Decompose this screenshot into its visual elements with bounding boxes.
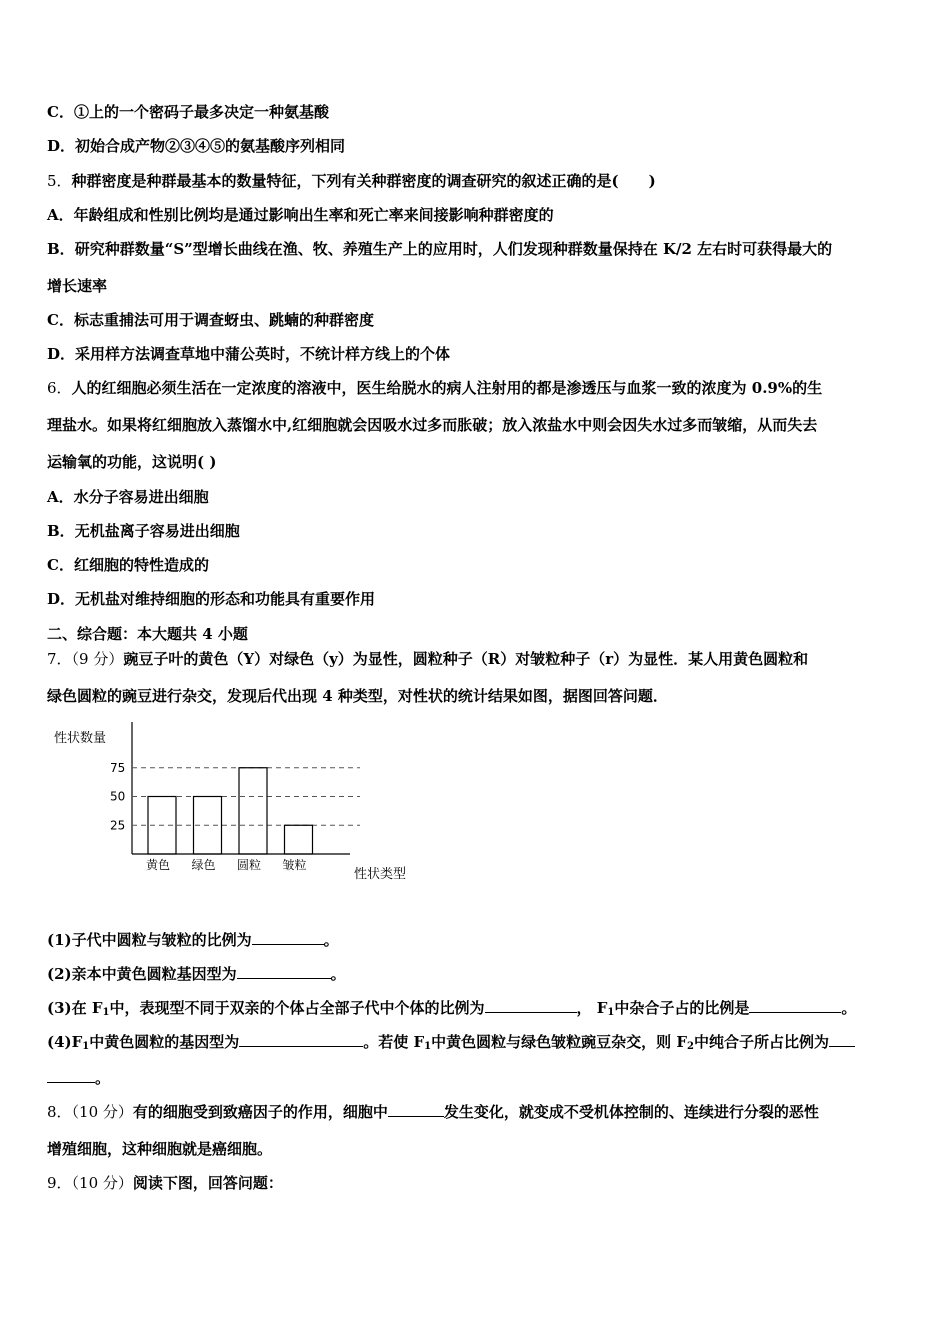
x-axis-label: 性状类型 <box>354 867 407 882</box>
y-tick-label: 75 <box>110 760 126 775</box>
q5-stem: 5．种群密度是种群最基本的数量特征，下列有关种群密度的调查研究的叙述正确的是( ) <box>47 172 656 190</box>
x-tick-label: 绿色 <box>191 858 216 872</box>
y-tick-label: 50 <box>110 789 126 804</box>
q5-option-c: C．标志重捕法可用于调查蚜虫、跳蝻的种群密度 <box>47 311 374 329</box>
q7-stem-2: 绿色圆粒的豌豆进行杂交，发现后代出现 4 种类型，对性状的统计结果如图，据图回答问题． <box>47 687 668 705</box>
q6-stem-3: 运输氧的功能，这说明( ) <box>47 453 217 471</box>
q5-option-b: B．研究种群数量“S”型增长曲线在渔、牧、养殖生产上的应用时，人们发现种群数量保持在 K/2 左右时可获得最大的 <box>47 240 833 258</box>
y-axis-label: 性状数量 <box>54 731 107 746</box>
q6-stem-1: 6．人的红细胞必须生活在一定浓度的溶液中，医生给脱水的病人注射用的都是渗透压与血浆一致的浓度为 0.9%的生 <box>47 379 823 397</box>
q7-sub4: $(4)F_1$中黄色圆粒的基因型为 。若使 $F_1$中黄色圆粒与绿色皱粒豌豆杂交，则 $F_2$中纯合子所占比例为 <box>47 1032 855 1057</box>
q7-stem-1: 7．（9 分）豌豆子叶的黄色（Y）对绿色（y）为显性，圆粒种子（R）对皱粒种子（r）为显性．某人用黄色圆粒和 <box>47 650 809 668</box>
q7-sub1: (1)子代中圆粒与皱粒的比例为 。 <box>47 931 339 949</box>
q7-sub4-cont: 。 <box>47 1068 110 1088</box>
q9-stem: 9．（10 分）阅读下图，回答问题： <box>47 1174 283 1192</box>
q7-sub2: (2)亲本中黄色圆粒基因型为 。 <box>47 965 346 983</box>
q6-option-d: D．无机盐对维持细胞的形态和功能具有重要作用 <box>47 590 376 608</box>
answer-blank[interactable] <box>252 930 324 945</box>
q6-option-b: B．无机盐离子容易进出细胞 <box>47 522 240 540</box>
q7-sub3: (3)在 $F_1$中，表现型不同于双亲的个体占全部子代中个体的比例为 ， $F_1$中杂合子占的比例是 。 <box>47 999 857 1018</box>
q5-option-b-cont: 增长速率 <box>47 277 108 295</box>
x-tick-label: 黄色 <box>146 858 171 872</box>
answer-blank[interactable] <box>237 964 331 979</box>
answer-blank[interactable] <box>47 1068 95 1083</box>
q8-stem-2: 增殖细胞，这种细胞就是癌细胞。 <box>47 1140 273 1158</box>
x-tick-label: 皱粒 <box>282 858 307 872</box>
answer-blank[interactable] <box>749 998 841 1013</box>
q6-option-c: C．红细胞的特性造成的 <box>47 556 209 574</box>
q4-option-d: D．初始合成产物②③④⑤的氨基酸序列相同 <box>47 137 346 155</box>
q6-option-a: A．水分子容易进出细胞 <box>47 488 209 506</box>
q8-stem-1: 8．（10 分）有的细胞受到致癌因子的作用，细胞中 发生变化，就变成不受机体控制的、连续进行分裂的恶性 <box>47 1103 819 1121</box>
q4-option-c: C．①上的一个密码子最多决定一种氨基酸 <box>47 103 329 121</box>
q6-stem-2: 理盐水。如果将红细胞放入蒸馏水中,红细胞就会因吸水过多而胀破；放入浓盐水中则会因失水过多而皱缩，从而失去 <box>47 416 818 434</box>
q5-option-a: A．年龄组成和性别比例均是通过影响出生率和死亡率来间接影响种群密度的 <box>47 206 554 224</box>
answer-blank[interactable] <box>239 1032 363 1047</box>
x-tick-label: 圆粒 <box>237 858 262 872</box>
trait-bar-chart <box>40 722 420 892</box>
q5-option-d: D．采用样方法调查草地中蒲公英时，不统计样方线上的个体 <box>47 345 451 363</box>
bar-2 <box>239 768 267 854</box>
answer-blank[interactable] <box>485 998 577 1013</box>
answer-blank[interactable] <box>388 1102 444 1117</box>
answer-blank[interactable] <box>829 1032 855 1047</box>
y-tick-label: 25 <box>110 818 126 833</box>
section-heading: 二、综合题：本大题共 4 小题 <box>47 625 248 643</box>
bar-3 <box>285 825 313 854</box>
